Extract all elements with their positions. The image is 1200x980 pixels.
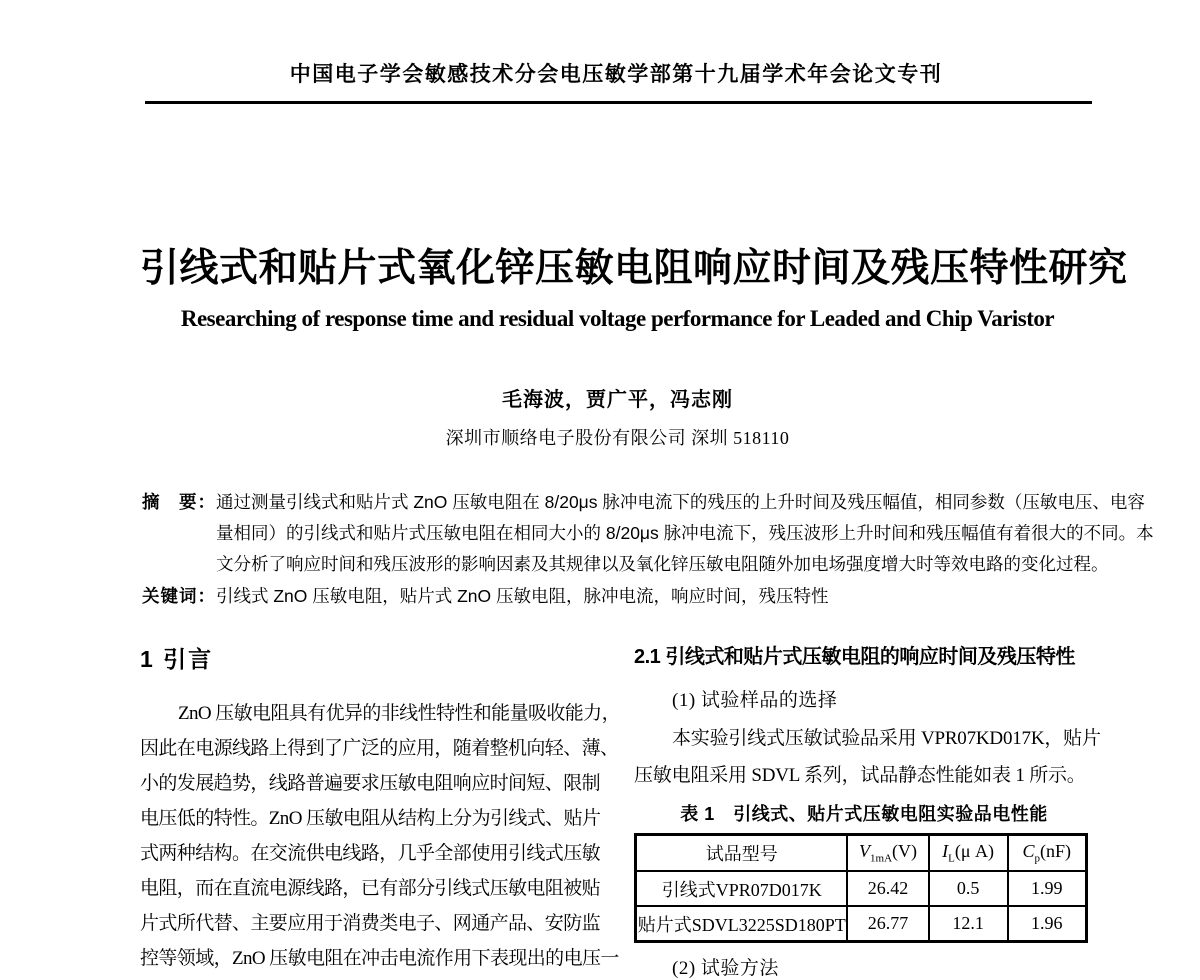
subscript-p: p — [1034, 852, 1041, 865]
table-header-il — [929, 835, 1008, 872]
paragraph-line: 电阻，而在直流电源线路，已有部分引线式压敏电阻被贴 — [140, 878, 601, 899]
keywords-text: 引线式 ZnO 压敏电阻，贴片式 ZnO 压敏电阻，脉冲电流，响应时间，残压特性 — [216, 586, 829, 606]
paragraph-line: 压敏电阻采用 SDVL 系列，试品静态性能如表 1 所示。 — [634, 765, 1086, 786]
table-1 — [634, 833, 1088, 943]
table-header-v1ma — [847, 835, 928, 872]
cell-cp: 1.96 — [1008, 906, 1087, 942]
abstract-label: 摘 要： — [142, 492, 216, 512]
affiliation-line: 深圳市顺络电子股份有限公司 深圳 518110 — [445, 428, 790, 448]
paragraph-line: 电压低的特性。ZnO 压敏电阻从结构上分为引线式、贴片 — [140, 808, 601, 829]
table-header-model: 试品型号 — [636, 835, 848, 872]
list-item-1: (1) 试验样品的选择 — [672, 690, 838, 711]
abstract-block — [142, 487, 1154, 612]
intro-paragraph — [140, 696, 619, 976]
symbol-i: I — [942, 841, 949, 862]
abstract-line: 通过测量引线式和贴片式 ZnO 压敏电阻在 8/20μs 脉冲电流下的残压的上升时间及残压幅值，相同参数（压敏电压、电容 — [216, 492, 1145, 512]
cell-model: 贴片式SDVL3225SD180PT — [636, 906, 848, 942]
cell-il: 12.1 — [929, 906, 1008, 942]
table-caption: 表 1 引线式、贴片式压敏电阻实验品电性能 — [680, 804, 1048, 824]
paragraph-line: 因此在电源线路上得到了广泛的应用，随着整机向轻、薄、 — [140, 738, 619, 759]
section-heading-intro: 1 引言 — [140, 646, 214, 672]
symbol-v: V — [859, 841, 871, 862]
paragraph-line: 片式所代替、主要应用于消费类电子、网通产品、安防监 — [140, 913, 601, 934]
table-row — [636, 906, 1087, 942]
keywords-line — [142, 581, 1095, 612]
unit-v: (V) — [892, 841, 918, 862]
abstract-row — [142, 487, 1154, 580]
cell-v1ma: 26.42 — [847, 871, 928, 906]
paragraph-line: ZnO 压敏电阻具有优异的非线性特性和能量吸收能力， — [178, 703, 620, 724]
left-column — [140, 641, 619, 976]
paragraph-line: 本实验引线式压敏试验品采用 VPR07KD017K，贴片 — [672, 728, 1101, 749]
right-column — [634, 640, 1101, 980]
paper-title-en: Researching of response time and residual voltage performance for Leaded and Chip Varistor — [180, 306, 1055, 331]
paragraph-line: 控等领域，ZnO 压敏电阻在冲击电流作用下表现出的电压一 — [140, 948, 619, 969]
keywords-label: 关键词： — [142, 586, 216, 606]
paragraph-line: 小的发展趋势，线路普遍要求压敏电阻响应时间短、限制 — [140, 773, 601, 794]
abstract-text — [216, 487, 1154, 580]
unit-nf: (nF) — [1040, 841, 1072, 862]
section2-paragraph — [634, 720, 1101, 794]
list-item-2: (2) 试验方法 — [672, 958, 779, 979]
table-row — [636, 871, 1087, 906]
journal-header: 中国电子学会敏感技术分会电压敏学部第十九届学术年会论文专刊 — [289, 63, 943, 86]
abstract-line: 量相同）的引线式和贴片式压敏电阻在相同大小的 8/20μs 脉冲电流下，残压波形上升时间和残压幅值有着很大的不同。本 — [216, 523, 1154, 543]
subscript-1ma: 1mA — [870, 852, 893, 865]
paper-title-cn: 引线式和贴片式氧化锌压敏电阻响应时间及残压特性研究 — [140, 247, 1128, 290]
cell-il: 0.5 — [929, 871, 1008, 906]
subscript-l: L — [948, 852, 955, 865]
table-header-cp — [1008, 835, 1087, 872]
authors-line: 毛海波，贾广平，冯志刚 — [502, 389, 733, 411]
header-rule — [145, 101, 1092, 104]
abstract-line: 文分析了响应时间和残压波形的影响因素及其规律以及氧化锌压敏电阻随外加电场强度增大时等效电路的变化过程。 — [216, 554, 1109, 574]
section-heading-2-1: 2.1 引线式和贴片式压敏电阻的响应时间及残压特性 — [634, 646, 1075, 668]
table-header-row — [636, 835, 1087, 872]
unit-ua: (μ A) — [954, 841, 995, 862]
cell-v1ma: 26.77 — [847, 906, 928, 942]
paragraph-line: 式两种结构。在交流供电线路，几乎全部使用引线式压敏 — [140, 843, 601, 864]
cell-cp: 1.99 — [1008, 871, 1087, 906]
cell-model: 引线式VPR07D017K — [636, 871, 848, 906]
symbol-c: C — [1022, 841, 1035, 862]
